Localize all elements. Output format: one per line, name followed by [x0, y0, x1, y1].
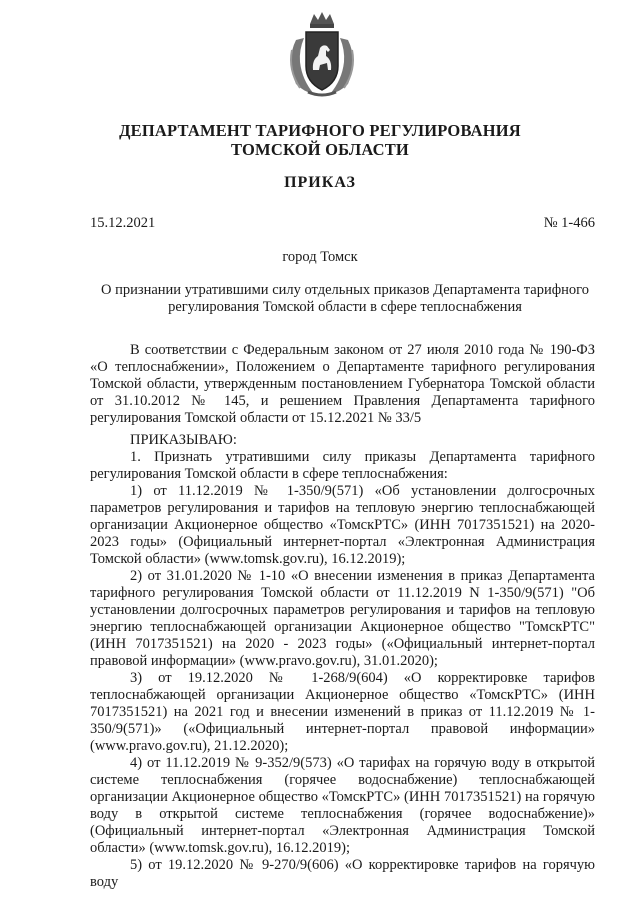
title-line: О признании утратившими силу отдельных приказов Департамента тарифного [101, 282, 589, 298]
document-date: 15.12.2021 [90, 215, 156, 231]
preamble-block [90, 342, 595, 427]
order-word: ПРИКАЗЫВАЮ: [130, 432, 237, 448]
order-paragraph: 4) от 11.12.2019 № 9-352/9(573) «О тарифах на горячую воду в открытой системе теплоснабжения (горячее водоснабжение) теплоснабжающей организации Акционерное общество «ТомскРТС» (ИНН 7017351521) на горячую воду в открытой системе теплоснабжения (горячее водоснабжение)» (Официальный интернет-портал «Электронная Администрация Томской области» (www.tomsk.gov.ru), 16.12.2019); [90, 755, 595, 856]
preamble-text: В соответствии с Федеральным законом от 27 июля 2010 года № 190-ФЗ «О теплоснабжении», Положением о Департаменте тарифного регулирования Томской области, утвержденным постановлением Губернатора Томской области от 31.10.2012 № 145, и решением Правления Департамента тарифного регулирования Томской области от 15.12.2021 № 33/5 [90, 342, 595, 426]
order-paragraph: 1. Признать утратившими силу приказы Департамента тарифного регулирования Томской области в сфере теплоснабжения: [90, 449, 595, 482]
org-name-line2: ТОМСКОЙ ОБЛАСТИ [231, 140, 409, 159]
title-line: регулирования Томской области в сфере теплоснабжения [168, 299, 522, 315]
coat-of-arms-icon [282, 10, 362, 100]
order-paragraph: 3) от 19.12.2020 № 1-268/9(604) «О корректировке тарифов теплоснабжающей организации Акционерное общество «ТомскРТС» (ИНН 7017351521) на 2021 год и внесении изменений в приказ от 11.12.2019 № 1-350/9(571)» («Официальный интернет-портал правовой информации» (www.pravo.gov.ru), 21.12.2020); [90, 670, 595, 754]
document-number: № 1-466 [543, 215, 595, 231]
document-type: ПРИКАЗ [284, 174, 356, 191]
order-body [90, 432, 595, 891]
order-paragraph: 5) от 19.12.2020 № 9-270/9(606) «О корректировке тарифов на горячую воду [90, 857, 595, 890]
document-title [100, 282, 590, 316]
document-city: город Томск [282, 249, 358, 265]
order-paragraph: 2) от 31.01.2020 № 1-10 «О внесении изменения в приказ Департамента тарифного регулирования Томской области от 11.12.2019 N 1-350/9(571) "Об установлении долгосрочных параметров регулирования и тарифов на тепловую энергию теплоснабжающей организации Акционерное общество "ТомскРТС" (ИНН 7017351521) на 2020 - 2023 годы» («Официальный интернет-портал правовой информации» (www.pravo.gov.ru), 31.01.2020); [90, 568, 595, 669]
order-paragraph: 1) от 11.12.2019 № 1-350/9(571) «Об установлении долгосрочных параметров регулирования и тарифов на тепловую энергию теплоснабжающей организации Акционерное общество «ТомскРТС» (ИНН 7017351521) на 2020-2023 годы» (Официальный интернет-портал «Электронная Администрация Томской области» (www.tomsk.gov.ru), 16.12.2019); [90, 483, 595, 567]
org-name-line1: ДЕПАРТАМЕНТ ТАРИФНОГО РЕГУЛИРОВАНИЯ [119, 121, 521, 140]
